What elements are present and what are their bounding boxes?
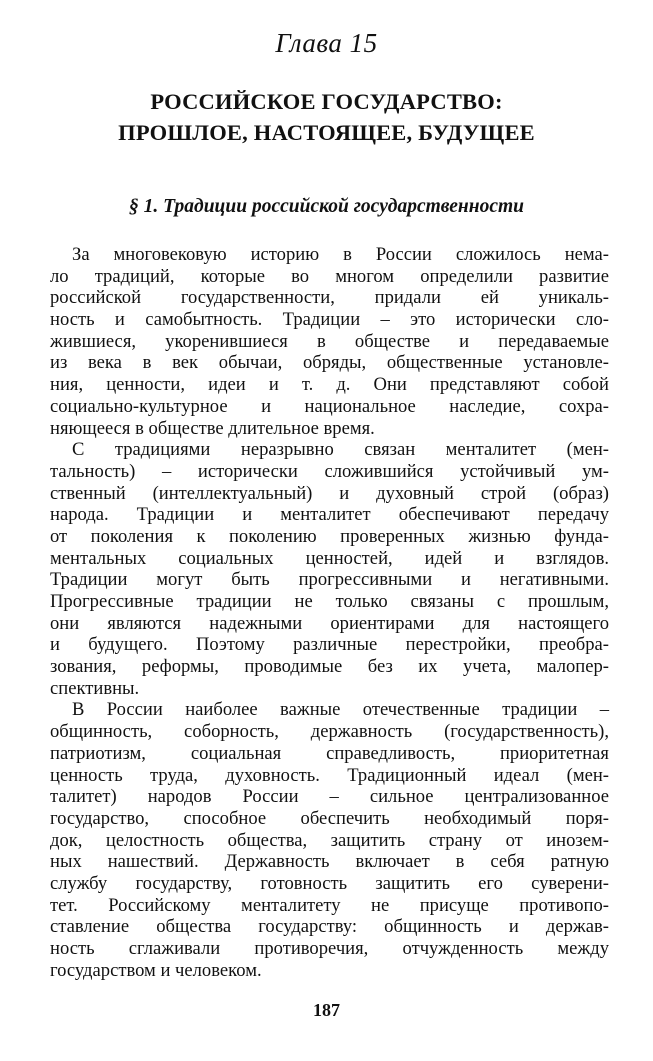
text-line: из века в век обычаи, обряды, общественные установле- xyxy=(50,352,609,374)
text-line: Прогрессивные традиции не только связаны с прошлым, xyxy=(50,591,609,612)
text-line: от поколения к поколению проверенных жизнью фунда- xyxy=(50,525,609,547)
text-line: государство, способное обеспечить необходимый поря- xyxy=(50,807,609,829)
text-line: ментальных социальных ценностей, идей и взглядов. xyxy=(50,547,609,569)
text-line: Традиции могут быть прогрессивными и негативными. xyxy=(50,569,609,591)
paragraph xyxy=(50,244,609,439)
chapter-title xyxy=(0,86,653,148)
text-line: ных нашествий. Державность включает в себя ратную xyxy=(50,851,609,873)
paragraph xyxy=(50,439,609,699)
text-line: В России наиболее важные отечественные традиции – xyxy=(72,699,609,721)
text-line: ность сглаживали противоречия, отчужденность между xyxy=(50,938,609,959)
text-line: они являются надежными ориентирами для настоящего xyxy=(50,612,609,634)
body-text xyxy=(50,244,609,981)
page-number: 187 xyxy=(313,1000,340,1020)
text-line: зования, реформы, проводимые без их учета, малопер- xyxy=(50,656,609,678)
text-line: народа. Традиции и менталитет обеспечивают передачу xyxy=(50,504,609,526)
text-line: спективны. xyxy=(50,677,140,699)
chapter-label: Глава 15 xyxy=(275,28,378,58)
text-line: талитет) народов России – сильное централизованное xyxy=(50,786,609,808)
text-line: док, целостность общества, защитить страну от инозем- xyxy=(50,829,609,851)
paragraph xyxy=(50,699,609,981)
text-line: российской государственности, придали ей уникаль- xyxy=(50,287,609,309)
text-line: ния, ценности, идеи и т. д. Они представляют собой xyxy=(50,374,609,396)
text-line: жившиеся, укоренившиеся в обществе и передаваемые xyxy=(50,330,609,352)
section-heading: § 1. Традиции российской государственности xyxy=(128,196,524,217)
text-line: ценность труда, духовность. Традиционный идеал (мен- xyxy=(50,764,609,786)
text-line: государством и человеком. xyxy=(50,959,262,981)
text-line: ло традиций, которые во многом определили развитие xyxy=(50,265,609,287)
text-line: службу государству, готовность защитить его суверени- xyxy=(50,872,609,894)
text-line: тальность) – исторически сложившийся устойчивый ум- xyxy=(50,460,609,482)
text-line: няющееся в обществе длительное время. xyxy=(50,417,375,439)
chapter-title-line: РОССИЙСКОЕ ГОСУДАРСТВО: xyxy=(150,89,503,114)
text-line: социально-культурное и национальное наследие, сохра- xyxy=(50,395,609,417)
text-line: патриотизм, социальная справедливость, приоритетная xyxy=(50,742,609,764)
text-line: общинность, соборность, державность (государственность), xyxy=(50,721,609,743)
text-line: За многовековую историю в России сложилось нема- xyxy=(72,244,609,265)
text-line: С традициями неразрывно связан менталитет (мен- xyxy=(72,439,609,461)
chapter-title-line: ПРОШЛОЕ, НАСТОЯЩЕЕ, БУДУЩЕЕ xyxy=(118,120,535,145)
text-line: ственный (интеллектуальный) и духовный строй (образ) xyxy=(50,482,609,504)
text-line: ставление общества государству: общинность и держав- xyxy=(50,916,609,938)
text-line: и будущего. Поэтому различные перестройки, преобра- xyxy=(50,634,609,656)
text-line: ность и самобытность. Традиции – это исторически сло- xyxy=(50,309,609,331)
text-line: тет. Российскому менталитету не присуще противопо- xyxy=(50,894,609,916)
